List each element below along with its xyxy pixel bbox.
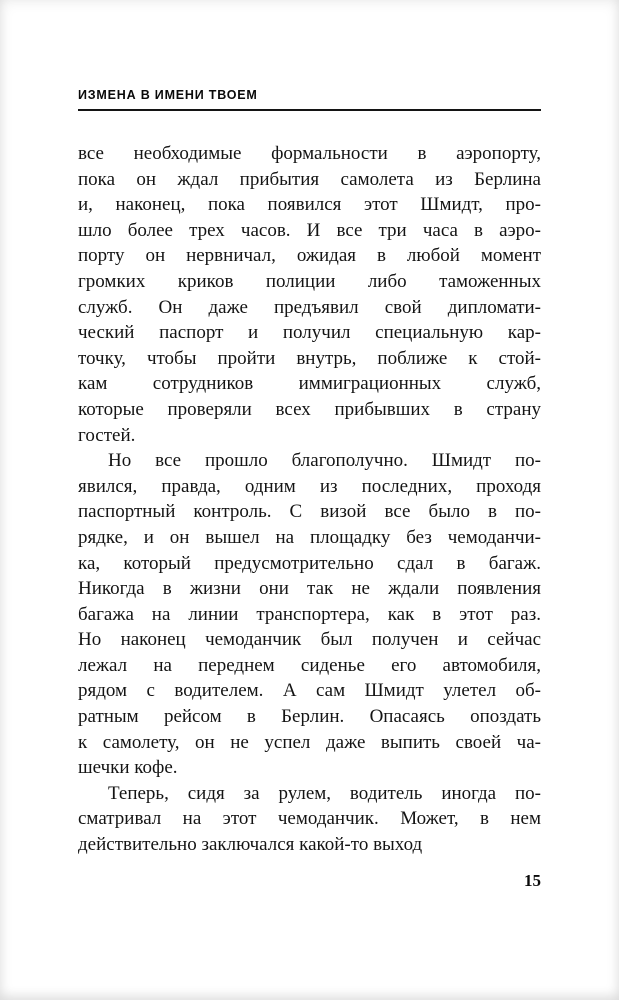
page-number: 15 bbox=[524, 870, 541, 890]
text-line: рядке, и он вышел на площадку без чемоданчи- bbox=[78, 526, 541, 548]
page-footer bbox=[78, 871, 541, 891]
text-line: пока он ждал прибытия самолета из Берлина bbox=[78, 168, 541, 190]
text-line: Но наконец чемоданчик был получен и сейчас bbox=[78, 629, 541, 651]
text-line: Но все прошло благополучно. Шмидт по- bbox=[108, 450, 541, 472]
text-line: и, наконец, пока появился этот Шмидт, про- bbox=[78, 194, 541, 216]
text-line: ческий паспорт и получил специальную кар- bbox=[78, 322, 541, 344]
paragraph bbox=[78, 141, 541, 448]
body-text bbox=[78, 141, 541, 858]
book-page bbox=[78, 0, 541, 1000]
text-line: действительно заключался какой-то выход bbox=[78, 834, 423, 856]
text-line: шло более трех часов. И все три часа в аэро- bbox=[78, 219, 541, 241]
text-line: сматривал на этот чемоданчик. Может, в нем bbox=[78, 808, 541, 830]
text-line: к самолету, он не успел даже выпить своей ча- bbox=[78, 731, 541, 753]
text-line: гостей. bbox=[78, 424, 136, 446]
text-line: ка, который предусмотрительно сдал в багаж. bbox=[78, 552, 541, 574]
text-line: порту он нервничал, ожидая в любой момент bbox=[78, 245, 541, 267]
text-line: лежал на переднем сиденье его автомобиля, bbox=[78, 654, 541, 676]
paragraph bbox=[78, 781, 541, 858]
text-line: шечки кофе. bbox=[78, 757, 178, 779]
text-line: багажа на линии транспортера, как в этот раз. bbox=[78, 603, 541, 625]
text-line: громких криков полиции либо таможенных bbox=[78, 270, 541, 292]
paragraph bbox=[78, 448, 541, 781]
text-line: служб. Он даже предъявил свой дипломати- bbox=[78, 296, 541, 318]
text-line: паспортный контроль. С визой все было в по- bbox=[78, 501, 541, 523]
header-rule bbox=[78, 109, 541, 111]
text-line: Теперь, сидя за рулем, водитель иногда по- bbox=[108, 782, 541, 804]
running-header bbox=[78, 0, 541, 111]
text-line: которые проверяли всех прибывших в страну bbox=[78, 398, 541, 420]
text-line: ратным рейсом в Берлин. Опасаясь опоздать bbox=[78, 706, 541, 728]
text-line: кам сотрудников иммиграционных служб, bbox=[78, 373, 541, 395]
text-line: все необходимые формальности в аэропорту, bbox=[78, 143, 541, 164]
text-line: явился, правда, одним из последних, проходя bbox=[78, 475, 541, 497]
text-line: точку, чтобы пройти внутрь, поближе к стой- bbox=[78, 347, 541, 369]
text-line: рядом с водителем. А сам Шмидт улетел об- bbox=[78, 680, 541, 702]
running-header-title: ИЗМЕНА В ИМЕНИ ТВОЕМ bbox=[78, 88, 258, 102]
text-line: Никогда в жизни они так не ждали появления bbox=[78, 578, 541, 600]
